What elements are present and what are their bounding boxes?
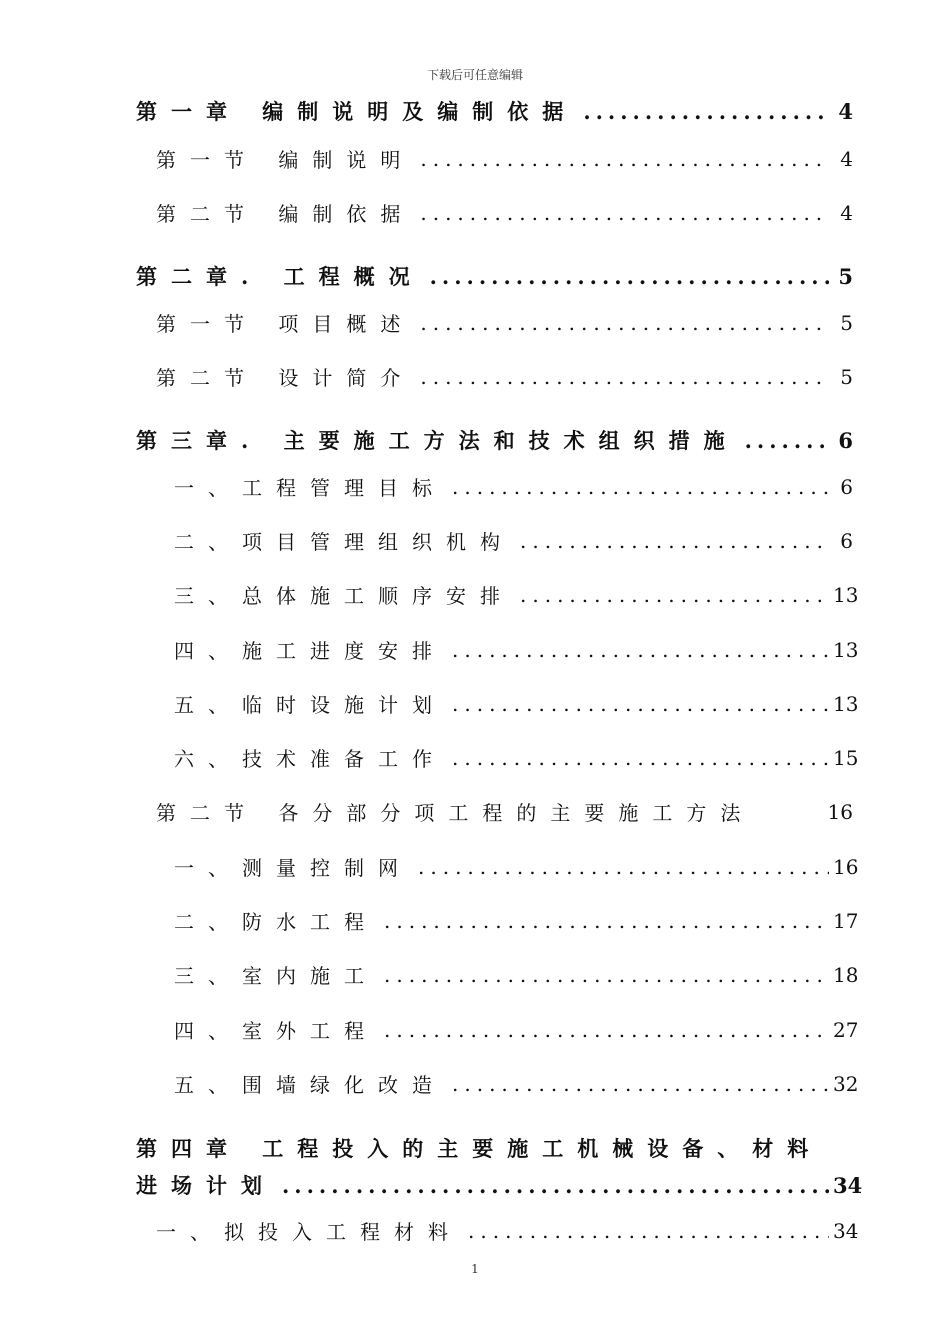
toc-leader-dots <box>384 909 829 933</box>
toc-leader-dots <box>420 365 829 389</box>
toc-entry-page: 5 <box>840 310 853 335</box>
toc-entry[interactable] <box>156 362 853 391</box>
toc-entry-label: 三、室内施工 <box>174 964 378 988</box>
toc-entry-label: 五、临时设施计划 <box>174 693 446 717</box>
toc-entry[interactable] <box>156 308 853 337</box>
toc-entry-page: 4 <box>838 98 853 124</box>
toc-leader-dots <box>520 583 829 607</box>
toc-leader-dots <box>468 1219 829 1243</box>
toc-entry-page: 17 <box>833 908 859 933</box>
toc-leader-dots <box>452 692 829 716</box>
toc-entry-page: 16 <box>833 854 859 879</box>
toc-entry[interactable] <box>174 1069 859 1098</box>
toc-entry-page: 13 <box>833 691 859 716</box>
toc-entry[interactable] <box>136 1170 863 1200</box>
toc-entry-label: 五、围墙绿化改造 <box>174 1073 446 1097</box>
toc-leader-dots <box>452 475 829 499</box>
page-number: 1 <box>471 1262 479 1276</box>
toc-entry-page: 34 <box>833 1218 859 1243</box>
toc-entry-page: 13 <box>833 582 859 607</box>
toc-leader-dots <box>420 311 829 335</box>
toc-entry-label: 四、室外工程 <box>174 1019 378 1043</box>
toc-entry-label: 第二章. 工程概况 <box>136 264 424 289</box>
toc-entry-label: 三、总体施工顺序安排 <box>174 584 514 608</box>
toc-entry-label: 二、防水工程 <box>174 910 378 934</box>
toc-leader-dots <box>583 99 829 124</box>
toc-entry[interactable] <box>174 689 859 718</box>
toc-entry[interactable] <box>174 960 859 989</box>
toc-entry-label: 第二节 设计简介 <box>156 366 415 390</box>
toc-leader-dots <box>452 638 829 662</box>
toc-entry[interactable] <box>136 425 853 455</box>
toc-entry-label: 四、施工进度安排 <box>174 639 446 663</box>
toc-entry-label: 第二节 编制依据 <box>156 202 415 226</box>
toc-entry[interactable] <box>174 526 853 555</box>
toc-entry-chapter4-line1[interactable]: 第四章 工程投入的主要施工机械设备、材料 <box>136 1136 823 1161</box>
page-header: 下载后可任意编辑 <box>426 68 523 82</box>
toc-entry-label: 进场计划 <box>136 1173 276 1198</box>
toc-entry-label: 第一章 编制说明及编制依据 <box>136 99 578 124</box>
toc-entry[interactable] <box>136 261 853 291</box>
toc-entry-page: 16 <box>827 799 853 824</box>
toc-leader-dots <box>452 1072 829 1096</box>
toc-entry[interactable] <box>136 96 853 126</box>
toc-entry-label: 第一节 项目概述 <box>156 312 415 336</box>
toc-entry[interactable] <box>174 472 853 501</box>
toc-leader-dots <box>520 529 829 553</box>
toc-entry[interactable] <box>174 852 859 881</box>
toc-entry-page: 6 <box>840 528 853 553</box>
toc-entry-label: 一、测量控制网 <box>174 856 412 880</box>
toc-entry[interactable] <box>174 1015 859 1044</box>
toc-leader-dots <box>384 963 829 987</box>
toc-entry-page: 5 <box>840 364 853 389</box>
toc-entry-page: 4 <box>840 200 853 225</box>
toc-entry-page: 4 <box>840 146 853 171</box>
toc-entry[interactable] <box>174 906 859 935</box>
toc-entry-label: 六、技术准备工作 <box>174 747 446 771</box>
toc-entry-page: 27 <box>833 1017 859 1042</box>
toc-entry[interactable] <box>174 635 859 664</box>
toc-entry-label: 二、项目管理组织机构 <box>174 530 514 554</box>
toc-leader-dots <box>384 1018 829 1042</box>
toc-leader-dots <box>418 855 829 879</box>
toc-entry-label: 第一节 编制说明 <box>156 148 415 172</box>
toc-entry[interactable] <box>156 198 853 227</box>
toc-leader-dots <box>420 201 829 225</box>
toc-leader-dots <box>282 1173 829 1198</box>
toc-entry-page: 13 <box>833 637 859 662</box>
toc-entry[interactable] <box>156 144 853 173</box>
toc-leader-dots <box>420 147 829 171</box>
toc-entry[interactable] <box>156 797 853 826</box>
toc-entry-label: 第二节 各分部分项工程的主要施工方法 <box>156 801 755 825</box>
toc-entry[interactable] <box>174 743 859 772</box>
toc-entry-page: 6 <box>838 427 853 453</box>
toc-entry-page: 18 <box>833 962 859 987</box>
toc-leader-dots <box>745 428 829 453</box>
toc-entry-label: 一、工程管理目标 <box>174 476 446 500</box>
toc-entry-page: 32 <box>833 1071 859 1096</box>
toc-entry[interactable] <box>174 580 859 609</box>
toc-entry-label: 第三章. 主要施工方法和技术组织措施 <box>136 428 739 453</box>
toc-entry-page: 6 <box>840 474 853 499</box>
toc-leader-dots <box>452 746 829 770</box>
toc-entry[interactable] <box>156 1216 859 1245</box>
toc-entry-page: 15 <box>833 745 859 770</box>
toc-entry-page: 5 <box>838 263 853 289</box>
toc-leader-dots <box>430 264 829 289</box>
toc-entry-page: 34 <box>833 1172 863 1198</box>
toc-entry-label: 一、拟投入工程材料 <box>156 1220 462 1244</box>
